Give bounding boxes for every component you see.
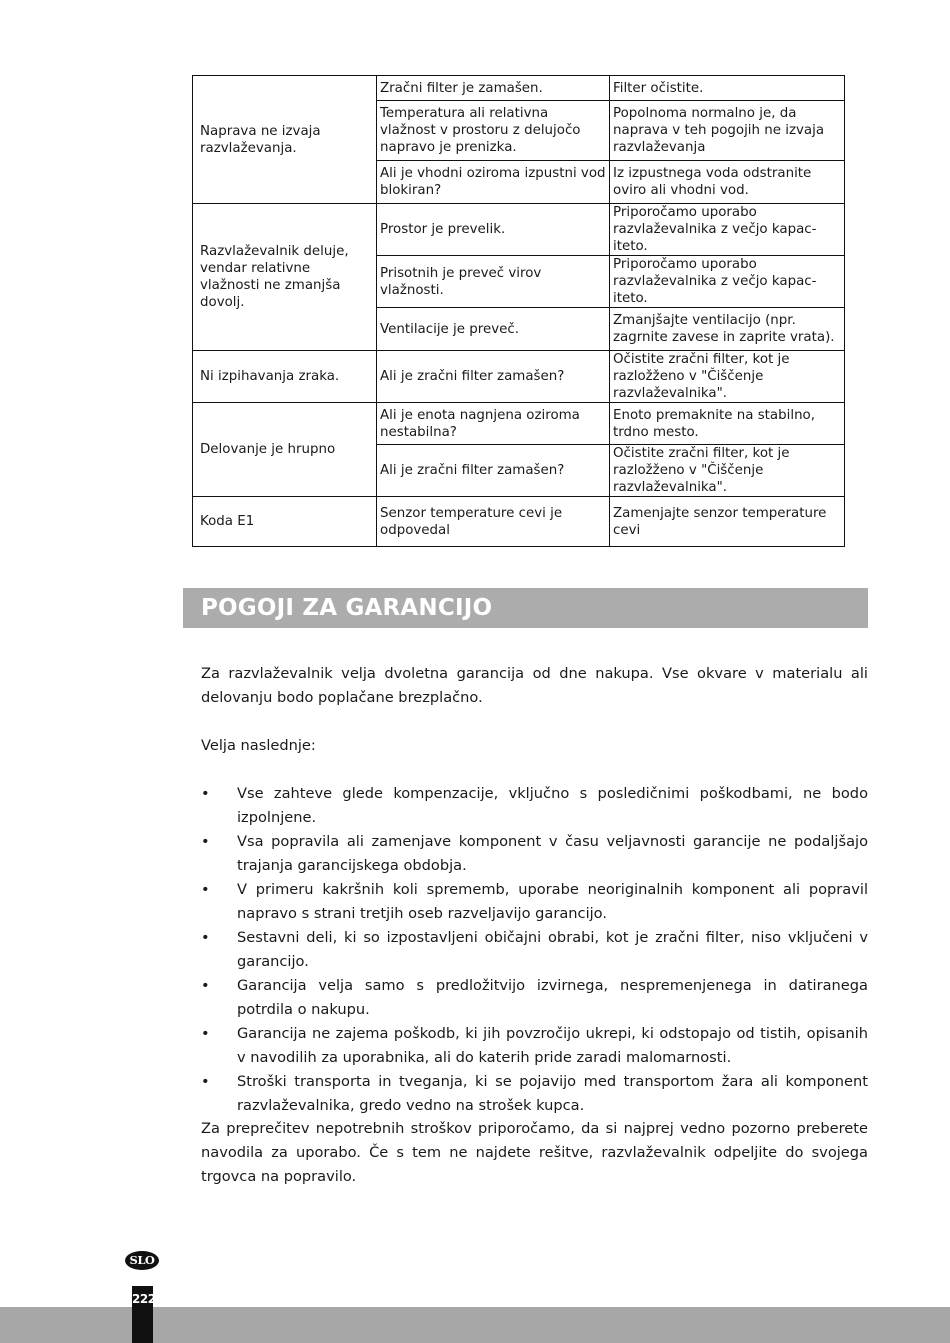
lead-paragraph: Velja naslednje: [201,737,316,754]
language-badge: SLO [125,1251,159,1270]
list-item [201,974,868,1022]
intro-paragraph: Za razvlaževalnik velja dvoletna garancija od dne nakupa. Vse okvare v materialu ali delovanju bodo poplačane brezplačno. [201,665,868,706]
bullet-icon: • [201,833,210,850]
list-item-text: Vsa popravila ali zamenjave komponent v času veljavnosti garancije ne podaljšajo trajanja garancijskega obdobja. [237,833,868,874]
cause-cell: Senzor temperature cevi je odpovedal [377,497,610,547]
table-row [193,497,845,547]
list-item-text: Garancija ne zajema poškodb, ki jih povzročijo ukrepi, ki odstopajo od tistih, opisanih v navodilih za uporabnika, ali do katerih pride zaradi malomarnosti. [237,1025,868,1066]
closing-paragraph: Za preprečitev nepotrebnih stroškov priporočamo, da si najprej vedno pozorno preberete navodila za uporabo. Če s tem ne najdete rešitve, razvlaževalnik odpeljite do svojega trgovca na popravilo. [201,1120,868,1185]
solution-cell: Priporočamo uporabo razvlaževalnika z večjo kapac-iteto. [610,256,845,308]
list-item [201,1022,868,1070]
warranty-conditions-list [201,782,868,1118]
problem-cell: Delovanje je hrupno [193,403,377,497]
list-item [201,1070,868,1118]
problem-cell: Koda E1 [193,497,377,547]
cause-cell: Prostor je prevelik. [377,204,610,256]
list-item [201,782,868,830]
problem-cell: Ni izpihavanja zraka. [193,351,377,403]
list-item-text: Stroški transporta in tveganja, ki se pojavijo med transportom žara ali komponent razvlaževalnika, gredo vedno na strošek kupca. [237,1073,868,1114]
solution-cell: Očistite zračni filter, kot je razložženo v "Čiščenje razvlaževalnika". [610,351,845,403]
cause-cell: Ali je vhodni oziroma izpustni vod blokiran? [377,161,610,204]
solution-cell: Popolnoma normalno je, da naprava v teh pogojih ne izvaja razvlaževanja [610,101,845,161]
bullet-icon: • [201,929,210,946]
troubleshooting-table [192,75,845,547]
cause-cell: Ali je enota nagnjena oziroma nestabilna? [377,403,610,445]
list-item [201,878,868,926]
cause-cell: Ali je zračni filter zamašen? [377,445,610,497]
page-number: 222 [132,1292,156,1306]
solution-cell: Očistite zračni filter, kot je razložženo v "Čiščenje razvlaževalnika". [610,445,845,497]
section-header-bar [183,588,868,628]
bullet-icon: • [201,785,210,802]
list-item-text: Vse zahteve glede kompenzacije, vključno s posledičnimi poškodbami, ne bodo izpolnjene. [237,785,868,826]
cause-cell: Temperatura ali relativna vlažnost v prostoru z delujočo napravo je prenizka. [377,101,610,161]
cause-cell: Ali je zračni filter zamašen? [377,351,610,403]
list-item-text: Sestavni deli, ki so izpostavljeni običajni obrabi, kot je zračni filter, niso vključeni v garancijo. [237,929,868,970]
solution-cell: Priporočamo uporabo razvlaževalnika z večjo kapac-iteto. [610,204,845,256]
bullet-icon: • [201,881,210,898]
problem-cell: Razvlaževalnik deluje, vendar relativne vlažnosti ne zmanjša dovolj. [193,204,377,351]
table-row [193,76,845,101]
cause-cell: Prisotnih je preveč virov vlažnosti. [377,256,610,308]
list-item-text: V primeru kakršnih koli sprememb, uporabe neoriginalnih komponent ali popravil napravo s strani tretjih oseb razveljavijo garancijo. [237,881,868,922]
table-row [193,403,845,445]
list-item [201,926,868,974]
solution-cell: Iz izpustnega voda odstranite oviro ali vhodni vod. [610,161,845,204]
solution-cell: Zmanjšajte ventilacijo (npr. zagrnite zavese in zaprite vrata). [610,308,845,351]
bullet-icon: • [201,977,210,994]
section-title: POGOJI ZA GARANCIJO [201,595,493,621]
cause-cell: Ventilacije je preveč. [377,308,610,351]
solution-cell: Enoto premaknite na stabilno, trdno mesto. [610,403,845,445]
solution-cell: Filter očistite. [610,76,845,101]
table-row [193,351,845,403]
table-row [193,204,845,256]
bullet-icon: • [201,1073,210,1090]
list-item [201,830,868,878]
bullet-icon: • [201,1025,210,1042]
problem-cell: Naprava ne izvaja razvlaževanja. [193,76,377,204]
page-number-tab [132,1286,156,1343]
solution-cell: Zamenjajte senzor temperature cevi [610,497,845,547]
cause-cell: Zračni filter je zamašen. [377,76,610,101]
list-item-text: Garancija velja samo s predložitvijo izvirnega, nespremenjenega in datiranega potrdila o nakupu. [237,977,868,1018]
